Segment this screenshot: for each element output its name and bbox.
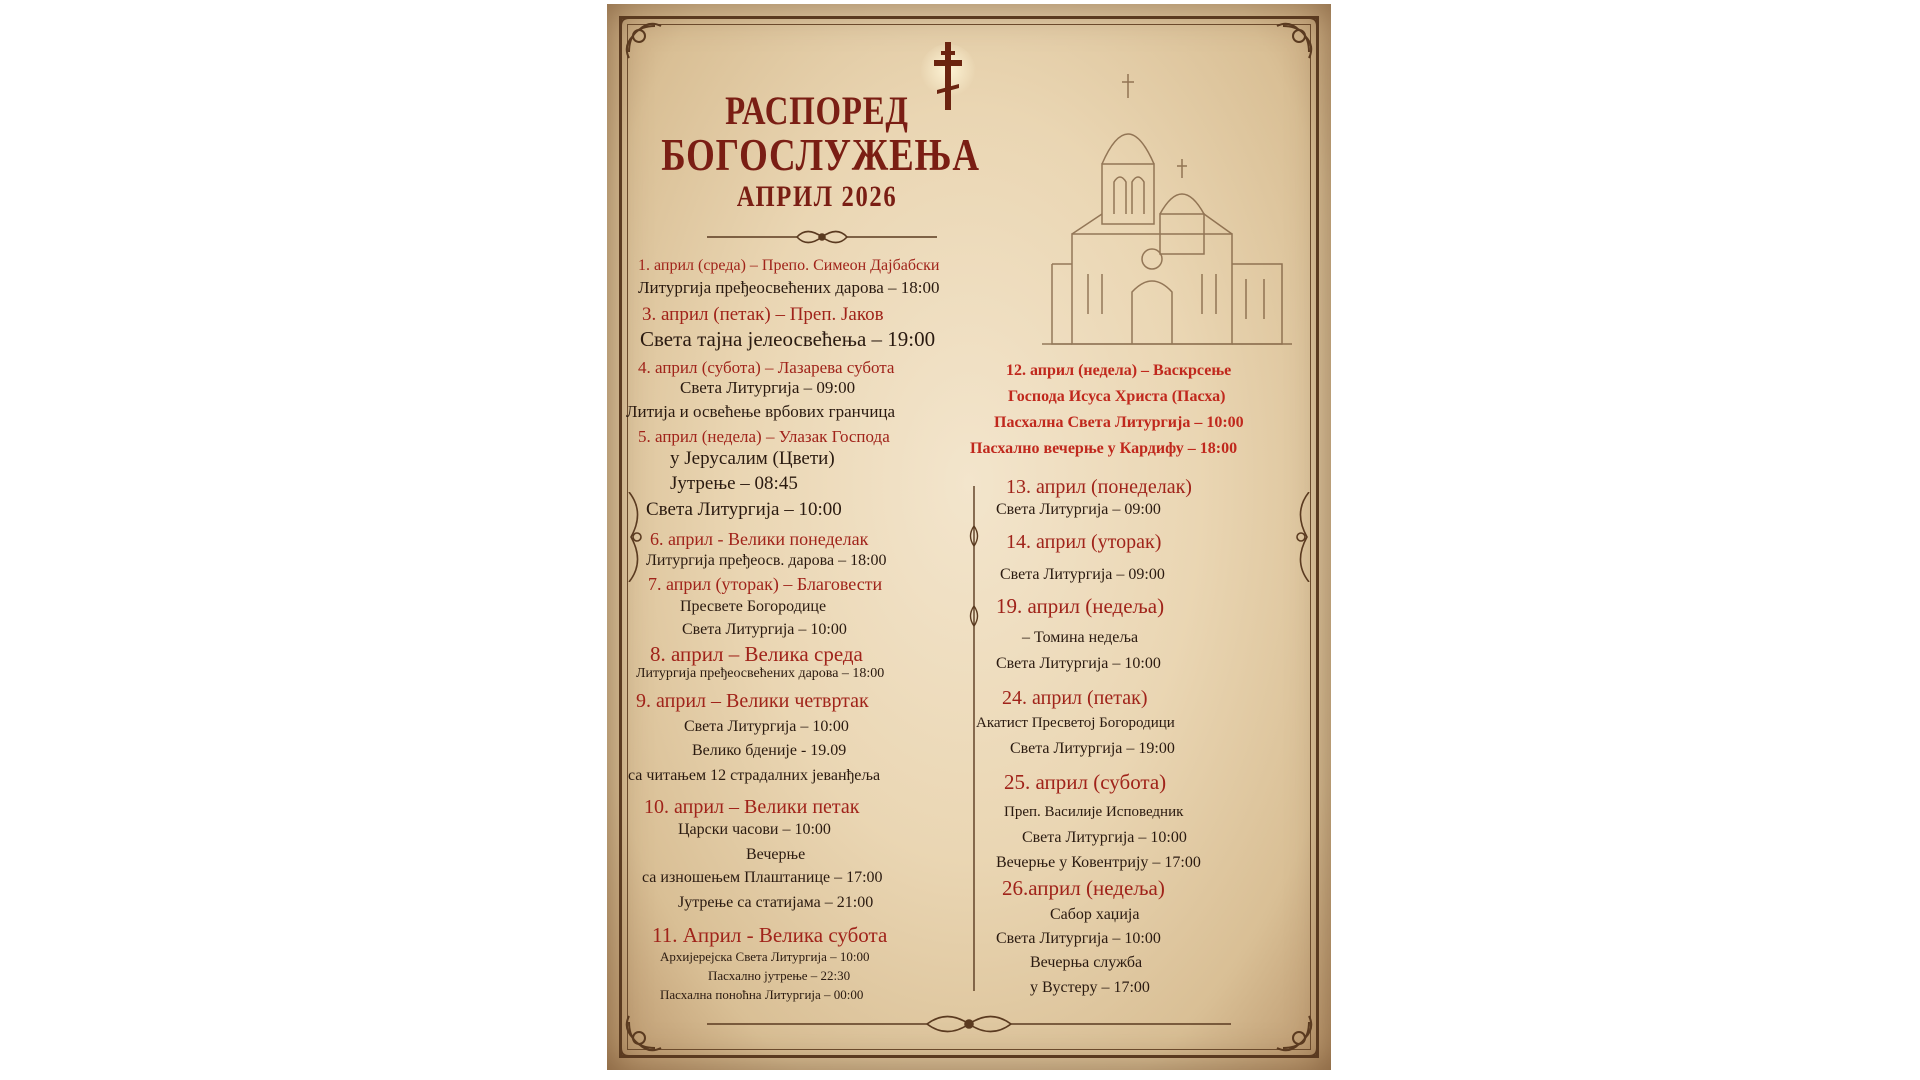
schedule-detail: са изношењем Плаштанице – 17:00 — [642, 869, 883, 886]
schedule-detail: Јутрење – 08:45 — [670, 473, 798, 494]
schedule-heading: 14. април (уторак) — [1006, 531, 1162, 553]
schedule-poster — [607, 4, 1331, 1070]
title-month: АПРИЛ 2026 — [736, 180, 898, 213]
schedule-detail: Света Литургија – 10:00 — [1022, 829, 1187, 846]
schedule-heading: 6. април - Велики понеделак — [650, 529, 869, 549]
schedule-heading: 1. април (среда) – Препо. Симеон Дајбабски — [638, 257, 940, 274]
schedule-detail: Архијерејска Света Литургија – 10:00 — [660, 949, 870, 964]
schedule-detail: Света Литургија – 09:00 — [996, 501, 1161, 518]
schedule-detail: Света Литургија – 10:00 — [682, 621, 847, 638]
schedule-heading: 7. април (уторак) – Благовести — [648, 574, 883, 594]
schedule-detail: Пасхална поноћна Литургија – 00:00 — [660, 987, 864, 1002]
schedule-detail: Света Литургија – 19:00 — [1010, 740, 1175, 757]
schedule-detail: Преп. Василије Исповедник — [1004, 804, 1184, 820]
schedule-detail: Литија и освећење врбових гранчица — [626, 402, 896, 421]
church-illustration — [1032, 64, 1302, 354]
schedule-detail: са читањем 12 страдалних јеванђеља — [628, 767, 881, 784]
schedule-heading: 4. април (субота) – Лазарева субота — [638, 358, 895, 377]
schedule-detail: Вечерња служба — [1030, 954, 1143, 971]
schedule-detail: Вечерње у Ковентрију – 17:00 — [996, 854, 1201, 871]
easter-detail: Пасхално вечерње у Кардифу – 18:00 — [970, 440, 1238, 457]
schedule-heading: 25. април (субота) — [1004, 770, 1167, 794]
schedule-heading: 10. април – Велики петак — [644, 796, 860, 818]
schedule-detail: Света Литургија – 10:00 — [646, 499, 842, 520]
schedule-detail: Литургија пређеосв. дарова – 18:00 — [646, 552, 887, 569]
schedule-heading: 19. април (недеља) — [996, 594, 1165, 618]
title-divider-ornament-icon — [707, 226, 937, 248]
schedule-detail: Вечерње — [746, 846, 806, 863]
schedule-detail: Литургија пређеосвећених дарова – 18:00 — [636, 666, 885, 681]
schedule-detail: Света Литургија – 10:00 — [684, 718, 849, 735]
easter-heading: Господа Исуса Христа (Пасха) — [1008, 388, 1226, 405]
column-divider-ornament — [967, 486, 981, 991]
schedule-detail: Света Литургија – 10:00 — [996, 930, 1161, 947]
schedule-heading: 5. април (недела) – Улазак Господа — [638, 427, 890, 446]
easter-heading: 12. април (недела) – Васкрсење — [1006, 362, 1232, 379]
title-bogosluzenja: БОГОСЛУЖЕЊА — [661, 130, 980, 180]
schedule-detail: – Томина недеља — [1022, 629, 1139, 646]
schedule-detail: Јутрење са статијама – 21:00 — [678, 894, 874, 911]
schedule-detail: Велико бденије - 19.09 — [692, 742, 847, 759]
schedule-detail: Света Литургија – 09:00 — [1000, 566, 1165, 583]
schedule-detail: у Вустеру – 17:00 — [1030, 979, 1150, 996]
easter-detail: Пасхална Света Литургија – 10:00 — [994, 414, 1244, 431]
schedule-detail: Литургија пређеосвећених дарова – 18:00 — [638, 278, 940, 297]
schedule-heading: 3. април (петак) – Преп. Јаков — [642, 304, 884, 325]
schedule-detail: Света Литургија – 10:00 — [996, 655, 1161, 672]
schedule-detail: Сабор хаџија — [1050, 906, 1140, 923]
schedule-detail: Света тајна јелеосвећења – 19:00 — [640, 327, 936, 351]
schedule-heading: 11. Април - Велика субота — [652, 923, 888, 947]
schedule-heading: 9. април – Велики четвртак — [636, 690, 869, 712]
corner-ornament-icon — [615, 12, 679, 76]
schedule-detail: Пасхално јутрење – 22:30 — [708, 968, 851, 983]
schedule-detail: Пресвете Богородице — [680, 598, 827, 615]
side-ornament-icon — [1289, 492, 1313, 582]
schedule-detail: у Јерусалим (Цвети) — [670, 448, 835, 469]
schedule-detail: Царски часови – 10:00 — [678, 821, 831, 838]
schedule-heading: 26.април (недеља) — [1002, 876, 1165, 900]
schedule-heading: 13. април (понеделак) — [1006, 476, 1192, 498]
schedule-detail: Света Литургија – 09:00 — [680, 378, 856, 397]
schedule-detail: Акатист Пресветој Богородици — [976, 715, 1175, 731]
schedule-heading: 8. април – Велика среда — [650, 642, 863, 666]
bottom-ornament-icon — [647, 1009, 1291, 1039]
schedule-heading: 24. април (петак) — [1002, 687, 1148, 709]
title-raspored: РАСПОРЕД — [725, 88, 909, 133]
